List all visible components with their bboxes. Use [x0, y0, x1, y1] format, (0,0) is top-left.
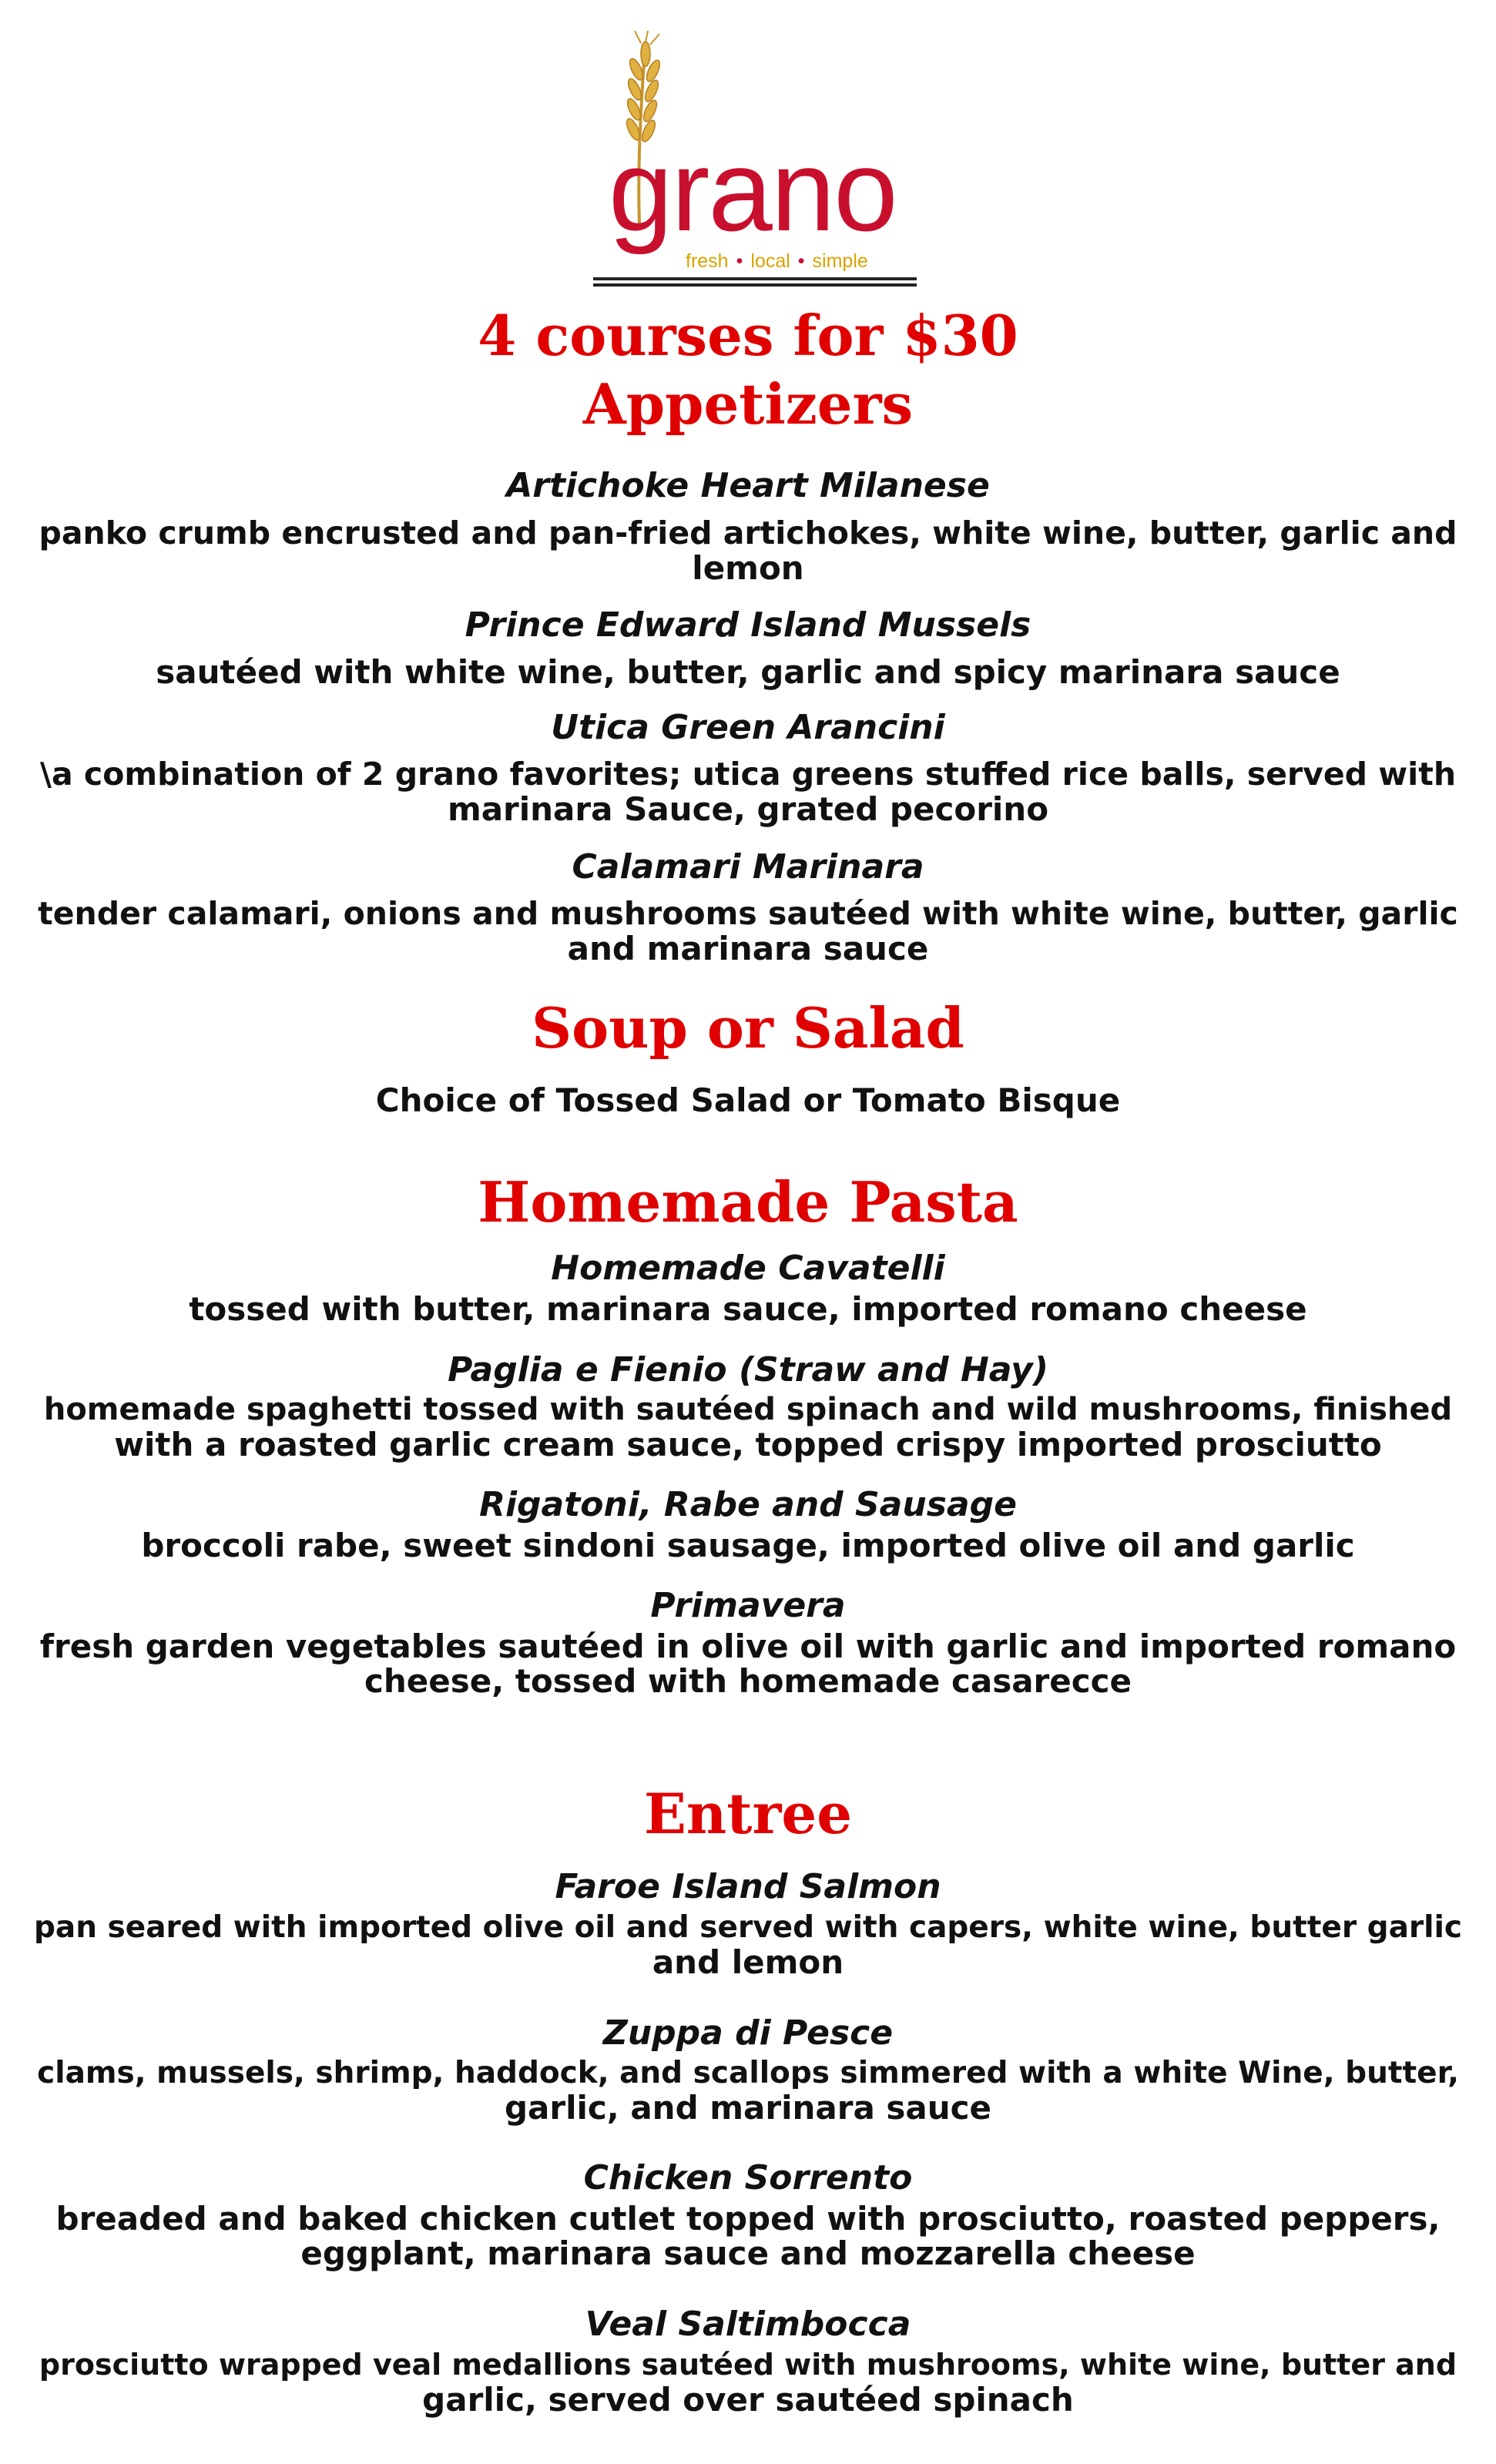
pasta-name: Rigatoni, Rabe and Sausage [479, 1485, 1017, 1524]
appetizer-desc: lemon [692, 549, 804, 587]
logo-divider [593, 277, 917, 280]
appetizer-desc: sautéed with white wine, butter, garlic and spicy marinara sauce [156, 653, 1340, 691]
appetizer-name: Prince Edward Island Mussels [465, 605, 1031, 645]
logo-divider [593, 283, 917, 287]
pasta-desc: fresh garden vegetables sautéed in olive oil with garlic and imported romano [39, 1628, 1457, 1665]
entree-heading: Entree [643, 1781, 853, 1846]
appetizer-desc: marinara Sauce, grated pecorino [447, 790, 1049, 828]
entree-name: Veal Saltimbocca [585, 2305, 911, 2344]
appetizer-desc: \a combination of 2 grano favorites; utica greens stuffed rice balls, served with [39, 756, 1457, 793]
entree-desc: and lemon [652, 1943, 844, 1981]
pasta-desc: homemade spaghetti tossed with sautéed spinach and wild mushrooms, finished [43, 1392, 1453, 1427]
pasta-name: Homemade Cavatelli [551, 1249, 945, 1288]
brand-tagline: fresh • local • simple [686, 250, 868, 272]
appetizer-name: Calamari Marinara [572, 847, 924, 887]
entree-name: Zuppa di Pesce [602, 2013, 894, 2053]
appetizers-heading: Appetizers [582, 371, 914, 437]
entree-name: Chicken Sorrento [583, 2158, 913, 2197]
entree-desc: clams, mussels, shrimp, haddock, and scallops simmered with a white Wine, butter, [37, 2056, 1459, 2090]
entree-desc: pan seared with imported olive oil and served with capers, white wine, butter garlic [33, 1910, 1462, 1945]
pasta-desc: cheese, tossed with homemade casarecce [364, 1662, 1132, 1700]
appetizer-name: Artichoke Heart Milanese [506, 466, 990, 505]
appetizer-desc: tender calamari, onions and mushrooms sautéed with white wine, butter, garlic [38, 895, 1458, 932]
brand-name: grano [609, 126, 897, 255]
soup-salad-desc: Choice of Tossed Salad or Tomato Bisque [375, 1081, 1121, 1119]
pasta-heading: Homemade Pasta [478, 1169, 1018, 1235]
pasta-name: Paglia e Fienio (Straw and Hay) [448, 1350, 1048, 1390]
entree-desc: garlic, served over sautéed spinach [422, 2381, 1074, 2419]
pasta-desc: tossed with butter, marinara sauce, imported romano cheese [189, 1290, 1307, 1328]
entree-desc: garlic, and marinara sauce [504, 2089, 992, 2127]
pasta-desc: broccoli rabe, sweet sindoni sausage, imported olive oil and garlic [141, 1527, 1355, 1564]
soup-salad-heading: Soup or Salad [532, 995, 964, 1061]
offer-heading: 4 courses for $30 [478, 303, 1018, 368]
pasta-desc: with a roasted garlic cream sauce, topped crispy imported prosciutto [114, 1426, 1382, 1463]
entree-desc: prosciutto wrapped veal medallions sautéed with mushrooms, white wine, butter and [39, 2348, 1457, 2382]
tagline-dot: • [736, 250, 743, 272]
tagline-dot: • [797, 250, 805, 272]
appetizer-desc: and marinara sauce [567, 930, 929, 967]
appetizer-desc: panko crumb encrusted and pan-fried artichokes, white wine, butter, garlic and [39, 515, 1457, 551]
entree-desc: eggplant, marinara sauce and mozzarella cheese [300, 2234, 1196, 2272]
entree-desc: breaded and baked chicken cutlet topped with prosciutto, roasted peppers, [55, 2200, 1441, 2238]
grano-logo [593, 31, 917, 285]
appetizer-name: Utica Green Arancini [551, 708, 945, 747]
entree-name: Faroe Island Salmon [555, 1867, 941, 1906]
pasta-name: Primavera [650, 1586, 846, 1625]
